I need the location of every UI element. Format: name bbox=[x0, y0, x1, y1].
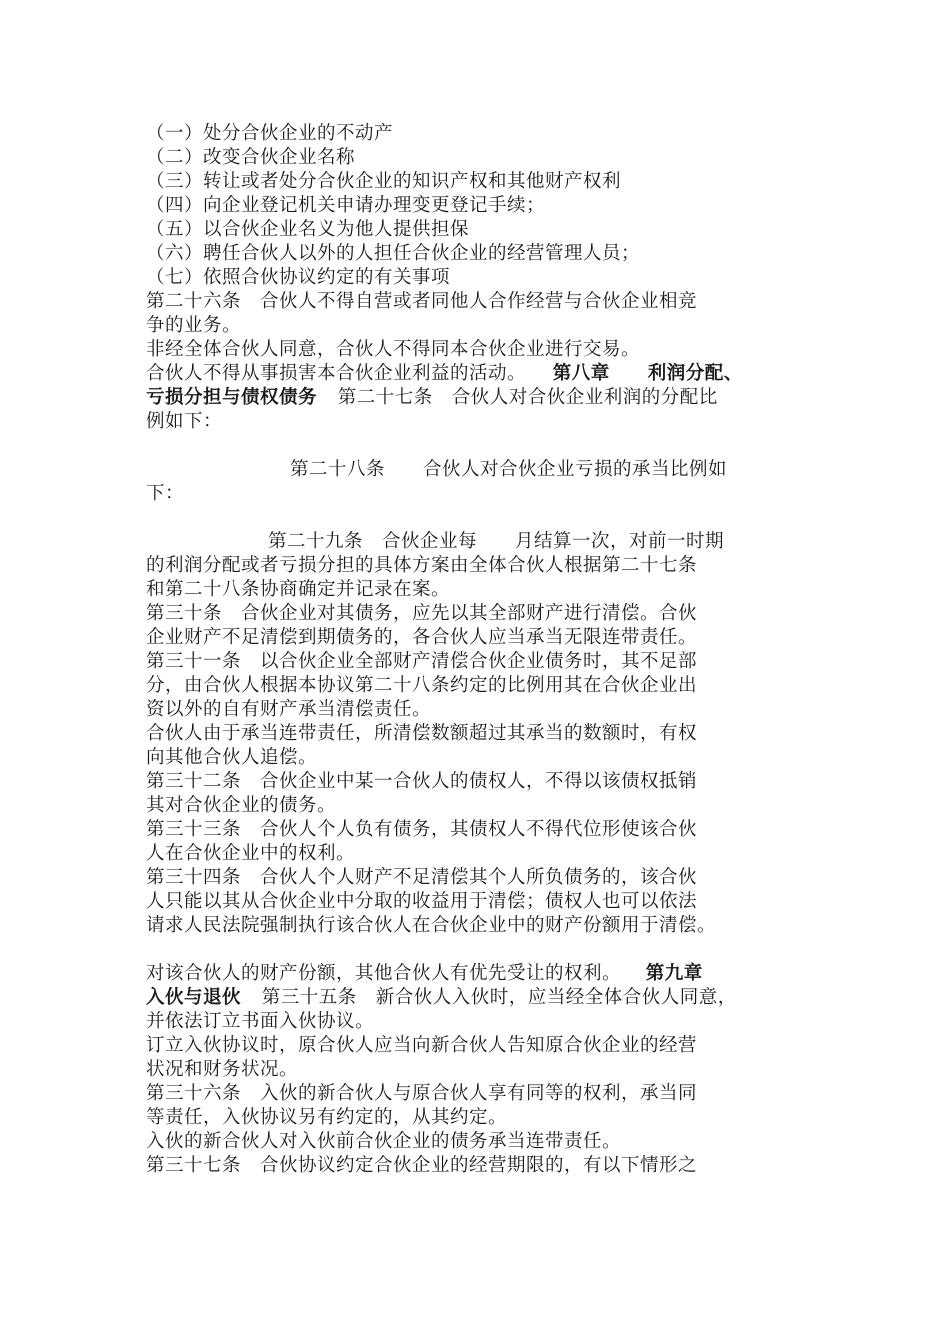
chapter-9-heading: 第九章 bbox=[645, 963, 703, 984]
article-28-line: 第二十八条 合伙人对合伙企业亏损的承当比例如 bbox=[290, 459, 728, 480]
article-33-line: 人在合伙企业中的权利。 bbox=[146, 843, 356, 864]
chapter-8-heading: 第八章 利润分配、 bbox=[552, 363, 743, 384]
article-34-line bbox=[146, 962, 826, 986]
article-31-line: 资以外的自有财产承当清偿责任。 bbox=[146, 699, 432, 720]
article-36-line: 等责任，入伙协议另有约定的，从其约定。 bbox=[146, 1107, 508, 1128]
article-26-text: 合伙人不得从事损害本合伙企业利益的活动。 bbox=[146, 363, 527, 384]
list-item: （二）改变合伙企业名称 bbox=[146, 147, 356, 168]
article-34-text: 对该合伙人的财产份额，其他合伙人有优先受让的权利。 bbox=[146, 963, 622, 984]
article-29-line: 第二十九条 合伙企业每 月结算一次，对前一时期 bbox=[268, 531, 725, 552]
article-31-line: 分，由合伙人根据本协议第二十八条约定的比例用其在合伙企业出 bbox=[146, 675, 698, 696]
article-32-line: 第三十二条 合伙企业中某一合伙人的债权人，不得以该债权抵销 bbox=[146, 771, 698, 792]
chapter-8-heading-cont: 亏损分担与债权债务 bbox=[146, 387, 318, 408]
article-30-line: 企业财产不足清偿到期债务的，各合伙人应当承当无限连带责任。 bbox=[146, 627, 698, 648]
article-35-line: 状况和财务状况。 bbox=[146, 1059, 299, 1080]
article-26-line bbox=[146, 362, 826, 386]
article-31-line: 第三十一条 以合伙企业全部财产清偿合伙企业债务时，其不足部 bbox=[146, 651, 698, 672]
article-34-line: 人只能以其从合伙企业中分取的收益用于清偿；债权人也可以依法 bbox=[146, 891, 698, 912]
article-27-line: 例如下： bbox=[146, 411, 223, 432]
article-30-line: 第三十条 合伙企业对其债务，应先以其全部财产进行清偿。合伙 bbox=[146, 603, 698, 624]
article-26-line: 非经全体合伙人同意，合伙人不得同本合伙企业进行交易。 bbox=[146, 339, 641, 360]
list-item: （五）以合伙企业名义为他人提供担保 bbox=[146, 219, 470, 240]
article-28-line: 下： bbox=[146, 483, 185, 504]
article-35-text: 第三十五条 新合伙人入伙时，应当经全体合伙人同意， bbox=[261, 987, 737, 1008]
article-29-line: 的利润分配或者亏损分担的具体方案由全体合伙人根据第二十七条 bbox=[146, 555, 698, 576]
article-36-line: 第三十六条 入伙的新合伙人与原合伙人享有同等的权利，承当同 bbox=[146, 1083, 698, 1104]
article-34-line: 第三十四条 合伙人个人财产不足清偿其个人所负债务的，该合伙 bbox=[146, 867, 698, 888]
article-33-line: 第三十三条 合伙人个人负有债务，其债权人不得代位形使该合伙 bbox=[146, 819, 698, 840]
article-29-line: 和第二十八条协商确定并记录在案。 bbox=[146, 579, 451, 600]
document-body bbox=[146, 122, 826, 1178]
article-32-line: 其对合伙企业的债务。 bbox=[146, 795, 337, 816]
article-36-line: 入伙的新合伙人对入伙前合伙企业的债务承当连带责任。 bbox=[146, 1131, 622, 1152]
list-item: （一）处分合伙企业的不动产 bbox=[146, 123, 394, 144]
article-26-line: 第二十六条 合伙人不得自营或者同他人合作经营与合伙企业相竞 bbox=[146, 291, 698, 312]
article-31-line: 合伙人由于承当连带责任，所清偿数额超过其承当的数额时，有权 bbox=[146, 723, 698, 744]
article-26-line: 争的业务。 bbox=[146, 315, 242, 336]
article-31-line: 向其他合伙人追偿。 bbox=[146, 747, 318, 768]
article-34-line: 请求人民法院强制执行该合伙人在合伙企业中的财产份额用于清偿。 bbox=[146, 915, 717, 936]
chapter-9-line bbox=[146, 986, 826, 1010]
article-27-text: 第二十七条 合伙人对合伙企业利润的分配比 bbox=[337, 387, 718, 408]
chapter-9-heading-cont: 入伙与退伙 bbox=[146, 987, 242, 1008]
list-item: （六）聘任合伙人以外的人担任合伙企业的经营管理人员； bbox=[146, 243, 641, 264]
article-35-line: 并依法订立书面入伙协议。 bbox=[146, 1011, 375, 1032]
list-item: （七）依照合伙协议约定的有关事项 bbox=[146, 267, 451, 288]
list-item: （四）向企业登记机关申请办理变更登记手续； bbox=[146, 195, 546, 216]
article-35-line: 订立入伙协议时，原合伙人应当向新合伙人告知原合伙企业的经营 bbox=[146, 1035, 698, 1056]
list-item: （三）转让或者处分合伙企业的知识产权和其他财产权利 bbox=[146, 171, 622, 192]
article-37-line: 第三十七条 合伙协议约定合伙企业的经营期限的，有以下情形之 bbox=[146, 1155, 698, 1176]
chapter-8-line bbox=[146, 386, 826, 410]
